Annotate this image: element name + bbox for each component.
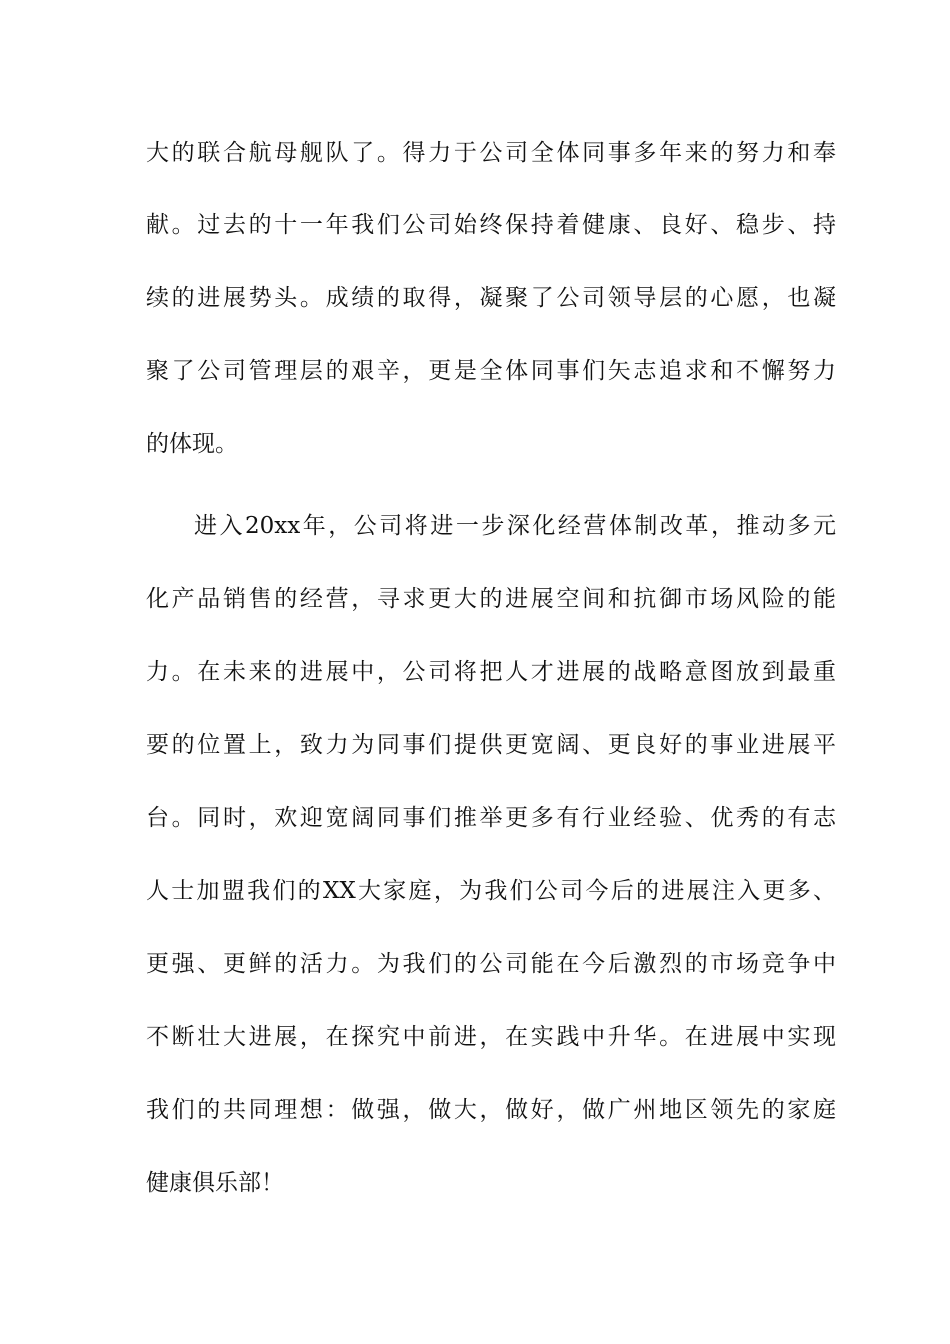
paragraph-line: 的体现。 [146,431,238,457]
paragraph-line: 我们的共同理想：做强，做大，做好，做广州地区领先的家庭 [146,1097,836,1123]
paragraph-line: 更强、更鲜的活力。为我们的公司能在今后激烈的市场竞争中 [146,951,836,977]
paragraph-line: 大的联合航母舰队了。得力于公司全体同事多年来的努力和奉 [146,140,836,166]
paragraph-line: 续的进展势头。成绩的取得，凝聚了公司领导层的心愿，也凝 [146,285,836,311]
paragraph-line: 台。同时，欢迎宽阔同事们推举更多有行业经验、优秀的有志 [146,805,836,831]
paragraph-line: 要的位置上，致力为同事们提供更宽阔、更良好的事业进展平 [146,732,836,758]
paragraph-line: 献。过去的十一年我们公司始终保持着健康、良好、稳步、持 [146,212,836,238]
paragraph-line: 健康俱乐部！ [146,1170,284,1196]
paragraph-line: 力。在未来的进展中，公司将把人才进展的战略意图放到最重 [146,659,836,685]
paragraph-line: 化产品销售的经营，寻求更大的进展空间和抗御市场风险的能 [146,586,836,612]
paragraph-line: 进入20xx年，公司将进一步深化经营体制改革，推动多元 [194,513,836,539]
paragraph-line: 不断壮大进展，在探究中前进，在实践中升华。在进展中实现 [146,1024,836,1050]
paragraph-line: 聚了公司管理层的艰辛，更是全体同事们矢志追求和不懈努力 [146,358,836,384]
paragraph-line: 人士加盟我们的XX大家庭，为我们公司今后的进展注入更多、 [146,878,836,904]
